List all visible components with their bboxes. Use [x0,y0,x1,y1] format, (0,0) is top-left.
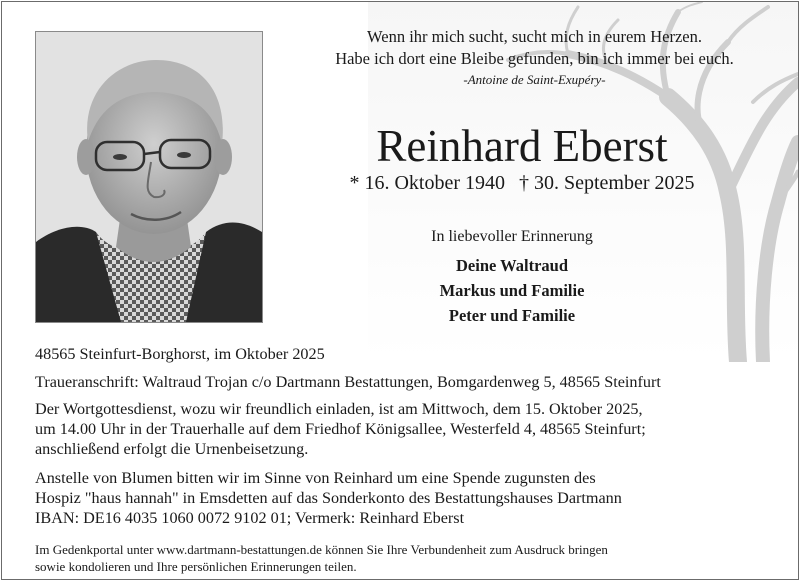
donation-line: IBAN: DE16 4035 1060 0072 9102 01; Vermerk: Reinhard Eberst [35,509,465,527]
memory-intro: In liebevoller Erinnerung [431,228,593,245]
deceased-name: Reinhard Eberst [376,121,668,171]
donation-line: Hospiz "haus hannah" in Emsdetten auf das Sonderkonto des Bestattungshauses Dartmann [35,489,622,507]
quote-text [302,26,767,70]
donation-info [35,468,780,528]
death-date: † 30. September 2025 [519,172,695,194]
birth-date: * 16. Oktober 1940 [349,172,505,194]
mourner-name: Deine Waltraud [456,256,568,275]
footer-line: sowie kondolieren und Ihre persönlichen Erinnerungen teilen. [35,559,357,574]
service-line: anschließend erfolgt die Urnenbeisetzung. [35,440,309,458]
mourner-name: Markus und Familie [439,281,585,300]
quote-line: Habe ich dort eine Bleibe gefunden, bin ich immer bei euch. [335,49,734,68]
quote-line: Wenn ihr mich sucht, sucht mich in eurem Herzen. [367,27,702,46]
memorial-portal-note [35,541,780,575]
mourning-address: Traueranschrift: Waltraud Trojan c/o Dartmann Bestattungen, Bomgardenweg 5, 48565 Steinfurt [35,373,661,391]
service-line: Der Wortgottesdienst, wozu wir freundlich einladen, ist am Mittwoch, dem 15. Oktober 2025, [35,400,643,418]
mourners-list [362,253,662,328]
donation-line: Anstelle von Blumen bitten wir im Sinne von Reinhard um eine Spende zugunsten des [35,469,596,487]
mourner-name: Peter und Familie [448,306,576,325]
quote-author: -Antoine de Saint-Exupéry- [463,72,606,87]
portrait-photo [35,31,263,323]
footer-line: Im Gedenkportal unter www.dartmann-bestattungen.de können Sie Ihre Verbundenheit zum Ausdruck bringen [35,542,608,557]
obituary-notice [1,1,799,580]
place-date: 48565 Steinfurt-Borghorst, im Oktober 2025 [35,345,325,363]
service-line: um 14.00 Uhr in der Trauerhalle auf dem Friedhof Königsallee, Westerfeld 4, 48565 Steinfurt; [35,420,646,438]
life-dates [272,172,772,195]
service-info [35,399,780,459]
